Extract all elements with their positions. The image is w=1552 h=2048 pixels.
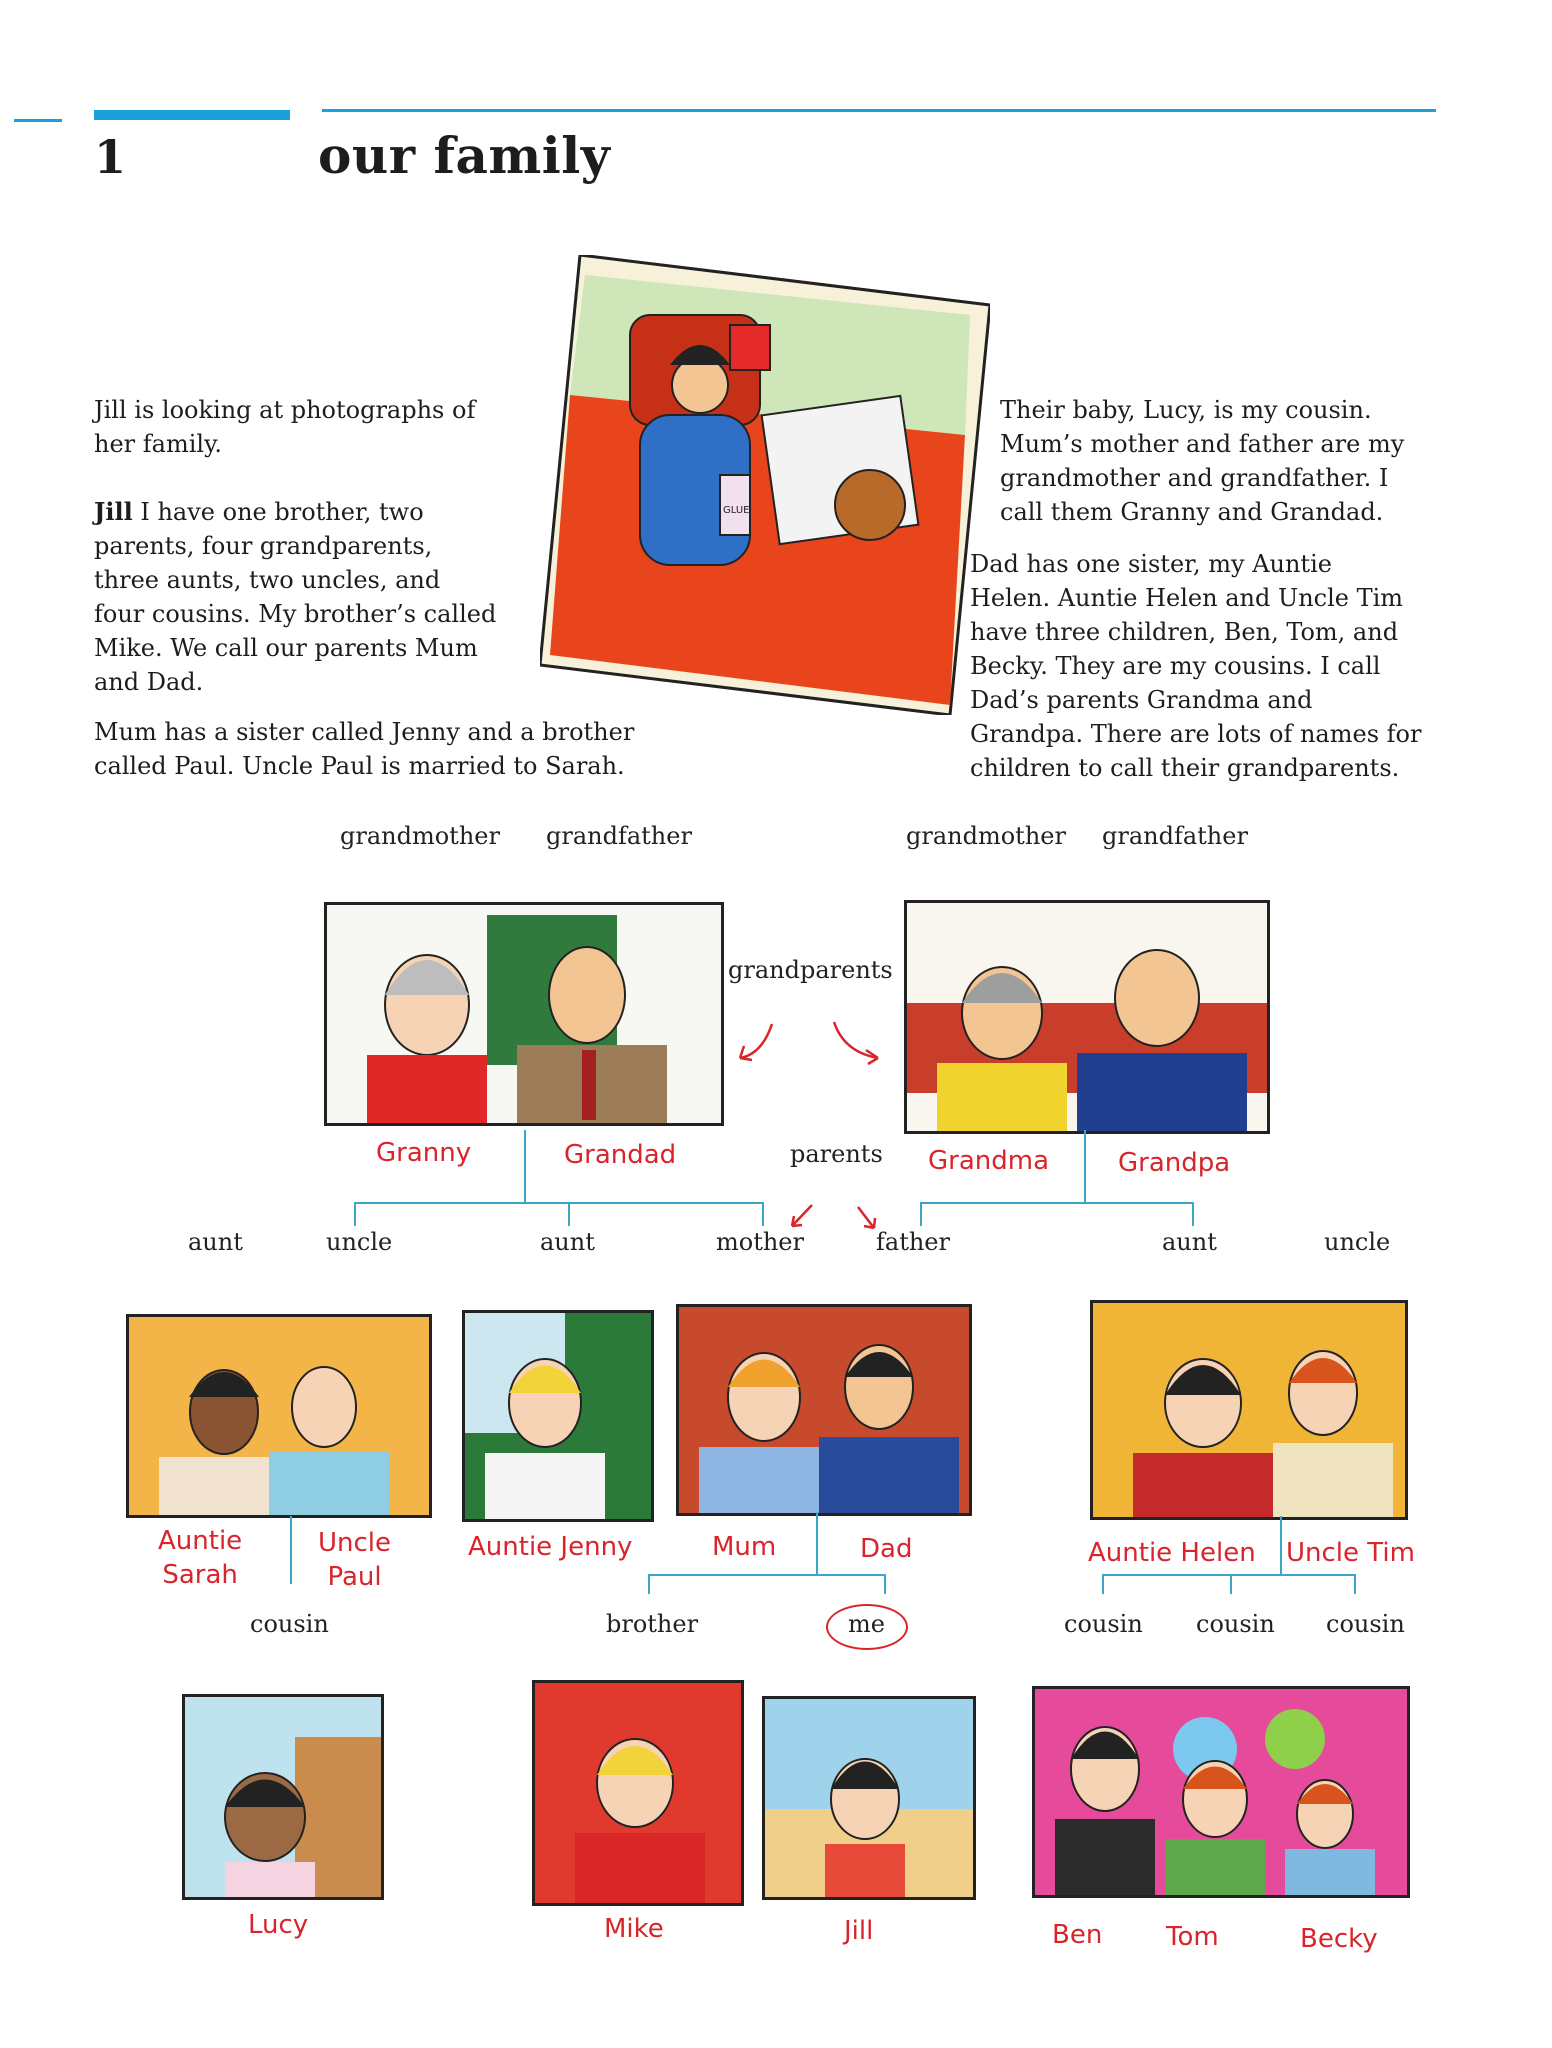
photo-ben-tom-becky xyxy=(1032,1686,1410,1898)
name-auntie-sarah: Auntie Sarah xyxy=(158,1526,243,1590)
tree-line-grandma-down xyxy=(1084,1130,1086,1202)
photo-jill xyxy=(762,1696,976,1900)
name-mike: Mike xyxy=(604,1914,664,1944)
tree-drop-aunt xyxy=(568,1202,570,1226)
photo-auntie-jenny xyxy=(462,1310,654,1522)
tree-line-cousins-branch xyxy=(1102,1574,1356,1576)
photo-granny-grandad xyxy=(324,902,724,1126)
header-rule-short xyxy=(14,119,62,122)
tree-drop-father xyxy=(920,1202,922,1226)
header-rule-long xyxy=(322,109,1436,112)
label-father: father xyxy=(876,1228,950,1256)
tree-line-right-branch xyxy=(920,1202,1194,1204)
tree-line-sarah-paul xyxy=(290,1516,292,1584)
label-cousin-1: cousin xyxy=(250,1610,329,1638)
name-auntie-helen: Auntie Helen xyxy=(1088,1538,1256,1568)
tree-drop-uncle xyxy=(354,1202,356,1226)
name-tom: Tom xyxy=(1166,1922,1219,1952)
photo-mike xyxy=(532,1680,744,1906)
photo-helen-tim xyxy=(1090,1300,1408,1520)
label-uncle-1: uncle xyxy=(326,1228,393,1256)
name-grandpa: Grandpa xyxy=(1118,1148,1231,1178)
intro-left-p2-text: I have one brother, two parents, four grandparents, three aunts, two uncles, and four cousins. My brother’s called Mike. We call our parents Mum and Dad. xyxy=(94,498,497,696)
tree-drop-cousin-2 xyxy=(1102,1574,1104,1594)
header-rule-bar xyxy=(94,110,290,120)
intro-left-p2 xyxy=(94,495,514,699)
page-title: our family xyxy=(318,126,611,185)
tree-line-left-branch xyxy=(354,1202,764,1204)
intro-left-p3: Mum has a sister called Jenny and a brother called Paul. Uncle Paul is married to Sarah. xyxy=(94,718,635,780)
name-grandad: Grandad xyxy=(564,1140,677,1170)
name-granny: Granny xyxy=(376,1138,472,1168)
label-cousin-2: cousin xyxy=(1064,1610,1143,1638)
tree-line-children-branch xyxy=(648,1574,886,1576)
chapter-number: 1 xyxy=(94,130,127,184)
intro-left-p1: Jill is looking at photographs of her family. xyxy=(94,396,476,458)
arrow-left-icon xyxy=(732,1020,782,1066)
tree-drop-mother xyxy=(762,1202,764,1226)
label-me: me xyxy=(848,1610,885,1638)
intro-right-p2: Dad has one sister, my Auntie Helen. Auntie Helen and Uncle Tim have three children, Ben, Tom, and Becky. They are my cousins. I call Dad’s parents Grandma and Grandpa. There are lots of names for children to call their grandparents. xyxy=(970,550,1422,782)
name-uncle-tim: Uncle Tim xyxy=(1286,1538,1415,1568)
label-aunt-2: aunt xyxy=(540,1228,595,1256)
jill-illustration xyxy=(540,255,990,715)
photo-sarah-paul xyxy=(126,1314,432,1518)
speaker-jill: Jill xyxy=(94,497,133,526)
label-parents: parents xyxy=(790,1140,883,1168)
tree-line-granny-down xyxy=(524,1130,526,1202)
label-aunt-1: aunt xyxy=(188,1228,243,1256)
name-jill: Jill xyxy=(844,1916,874,1946)
label-grandmother-right: grandmother xyxy=(906,822,1066,850)
label-uncle-2: uncle xyxy=(1324,1228,1391,1256)
photo-lucy xyxy=(182,1694,384,1900)
tree-line-mum-dad xyxy=(816,1512,818,1574)
label-brother: brother xyxy=(606,1610,699,1638)
label-cousin-4: cousin xyxy=(1326,1610,1405,1638)
photo-mum-dad xyxy=(676,1304,972,1516)
name-dad: Dad xyxy=(860,1534,913,1564)
tree-drop-cousin-3 xyxy=(1230,1574,1232,1594)
label-grandfather-right: grandfather xyxy=(1102,822,1248,850)
tree-drop-cousin-4 xyxy=(1354,1574,1356,1594)
tree-drop-me xyxy=(884,1574,886,1594)
photo-grandma-grandpa xyxy=(904,900,1270,1134)
name-mum: Mum xyxy=(712,1532,777,1562)
label-mother: mother xyxy=(716,1228,804,1256)
label-grandfather-left: grandfather xyxy=(546,822,692,850)
name-lucy: Lucy xyxy=(248,1910,309,1940)
label-grandmother-left: grandmother xyxy=(340,822,500,850)
name-becky: Becky xyxy=(1300,1924,1378,1954)
label-grandparents: grandparents xyxy=(728,956,893,984)
name-ben: Ben xyxy=(1052,1920,1103,1950)
label-cousin-3: cousin xyxy=(1196,1610,1275,1638)
name-auntie-jenny: Auntie Jenny xyxy=(468,1532,633,1562)
label-aunt-3: aunt xyxy=(1162,1228,1217,1256)
glue-label: GLUE xyxy=(723,505,750,516)
name-grandma: Grandma xyxy=(928,1146,1050,1176)
name-uncle-paul: Uncle Paul xyxy=(318,1528,392,1592)
tree-line-helen-tim xyxy=(1280,1516,1282,1574)
intro-right-p1: Their baby, Lucy, is my cousin. Mum’s mother and father are my grandmother and grandfather. I call them Granny and Grandad. xyxy=(1000,396,1405,526)
arrow-right-icon xyxy=(830,1018,890,1068)
tree-drop-brother xyxy=(648,1574,650,1594)
tree-drop-aunt-right xyxy=(1192,1202,1194,1226)
